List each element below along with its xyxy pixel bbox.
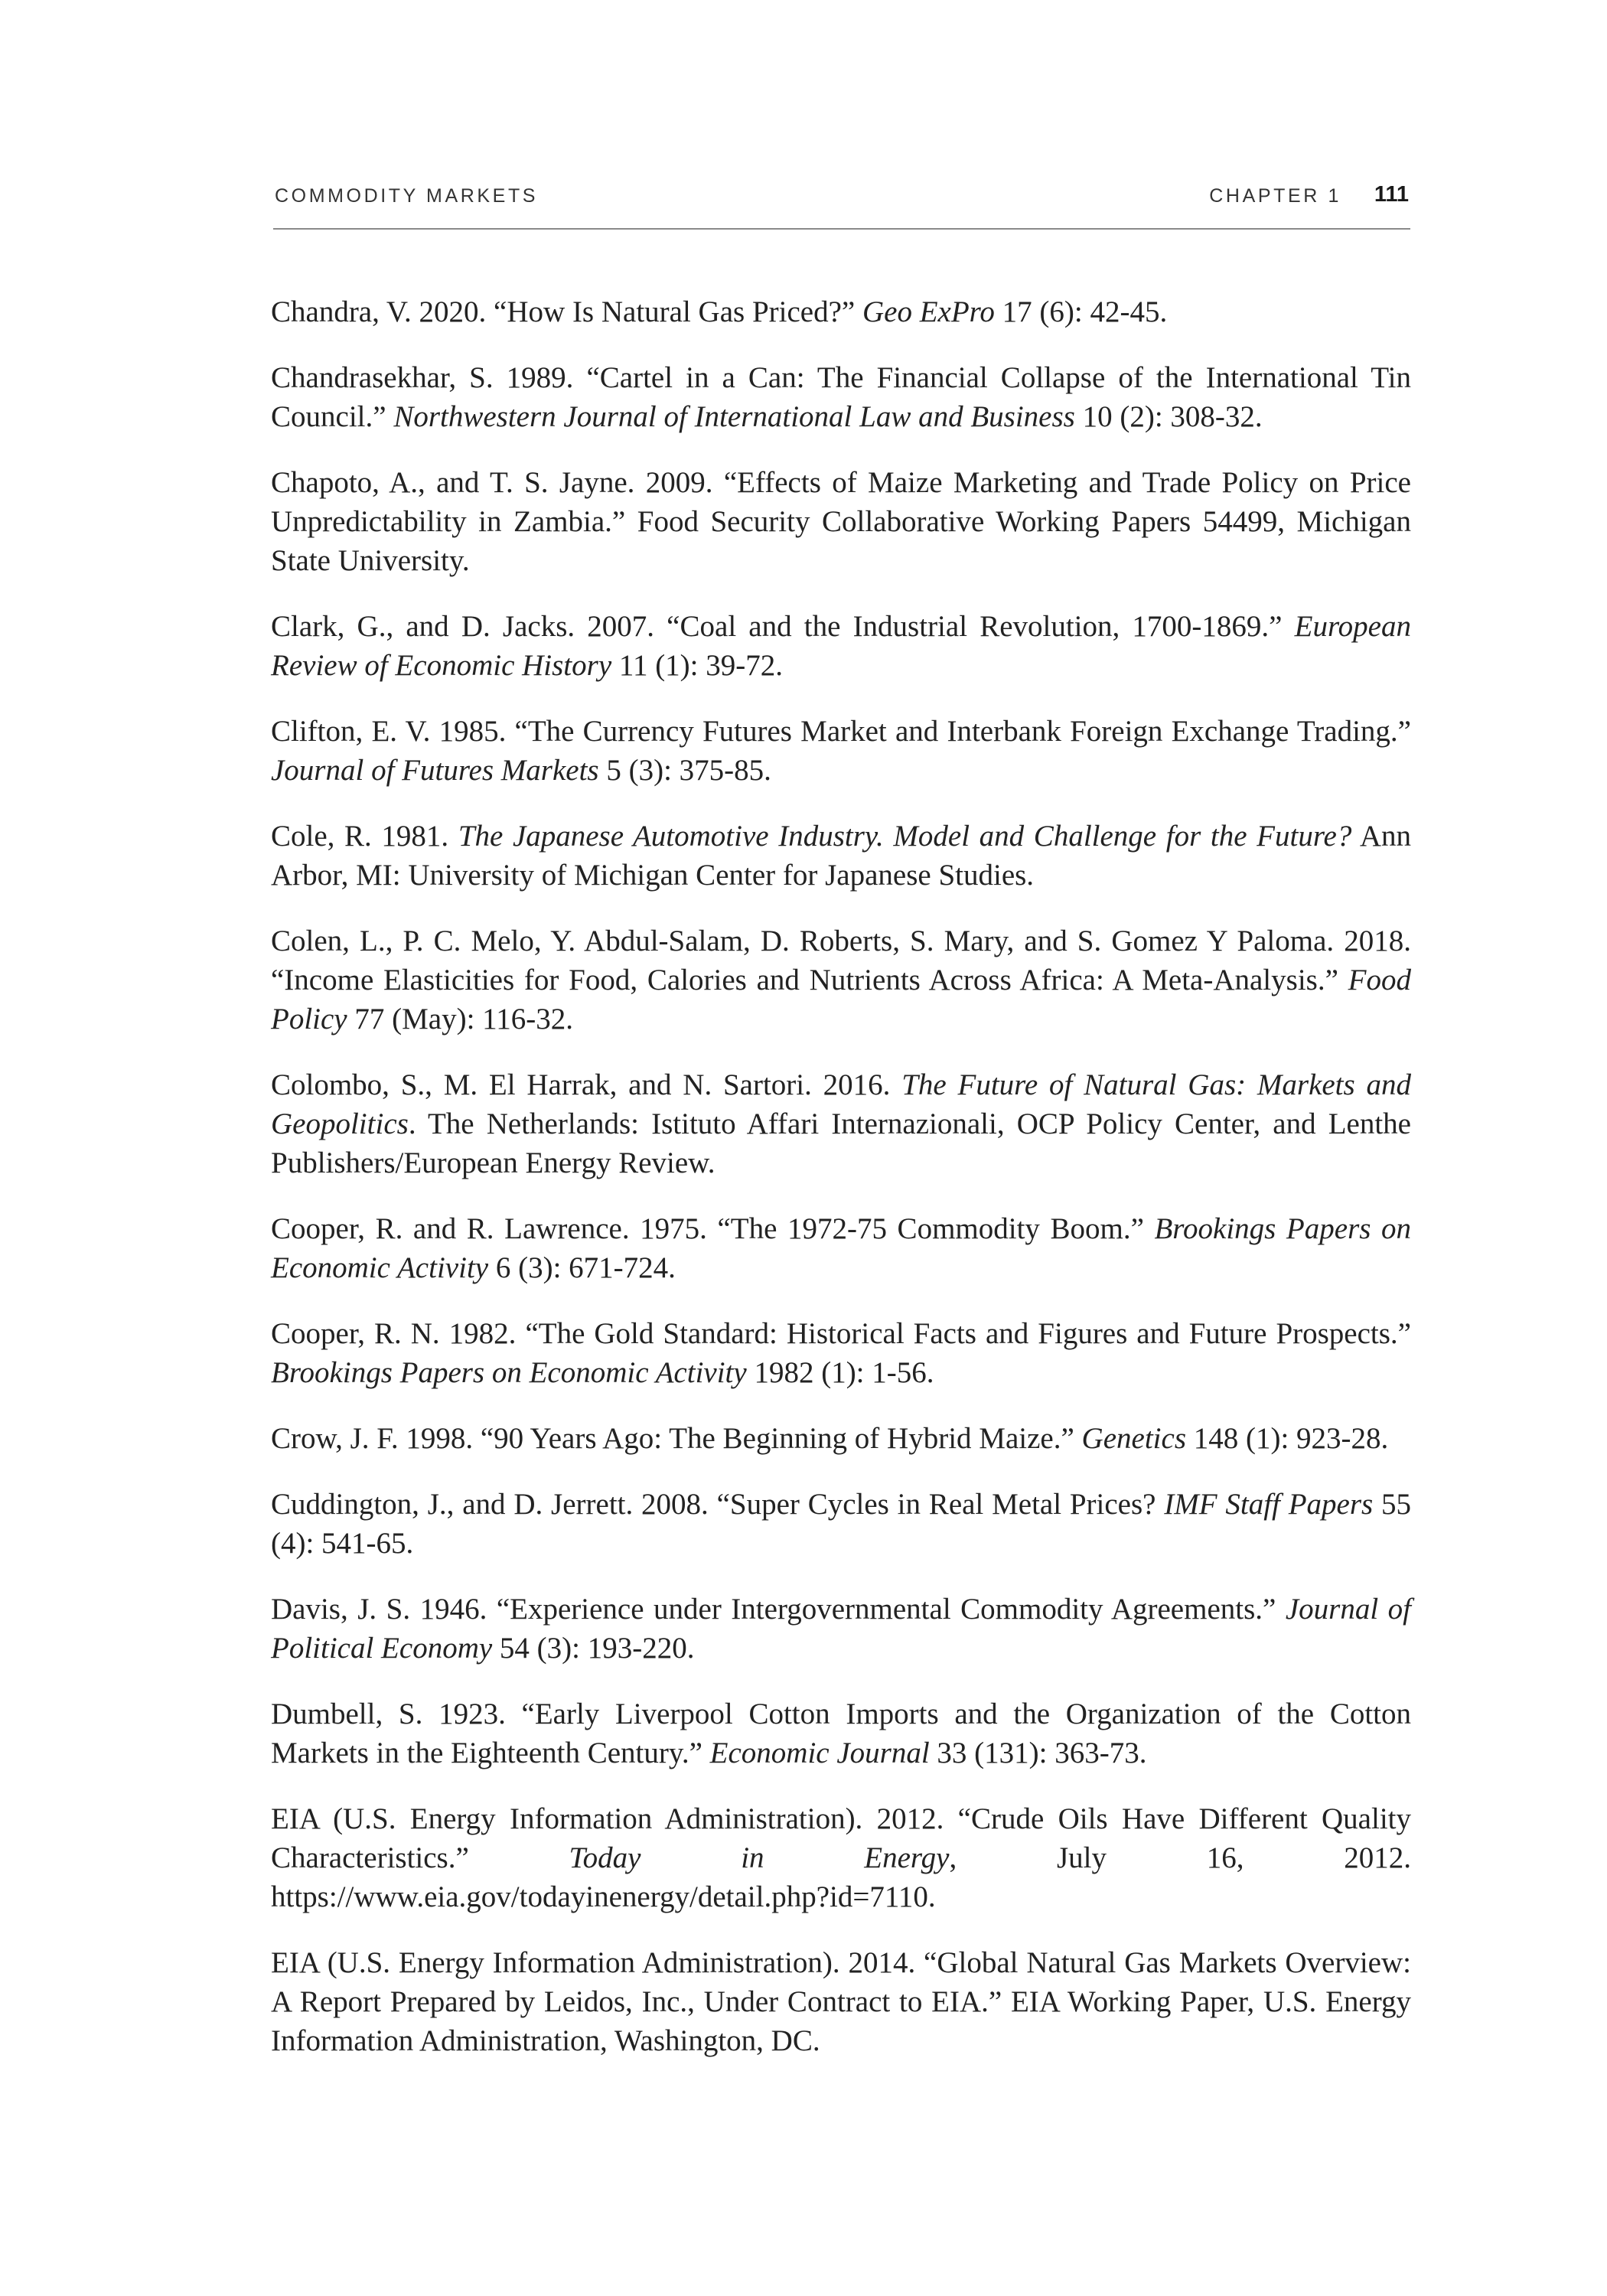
reference-text: 6 (3): 671-724. (488, 1251, 676, 1284)
reference-entry (271, 1694, 1411, 1773)
reference-text: Chapoto, A., and T. S. Jayne. 2009. “Effects of Maize Marketing and Trade Policy on Price Unpredictability in Zambia.” Food Security Collaborative Working Papers 54499, Michigan State University. (271, 466, 1411, 577)
reference-source-title: Brookings Papers on Economic Activity (271, 1212, 1411, 1284)
reference-entry (271, 1943, 1411, 2060)
reference-source-title: Food Policy (271, 964, 1411, 1035)
running-title: COMMODITY MARKETS (275, 185, 539, 207)
reference-text: 11 (1): 39-72. (611, 649, 783, 682)
reference-text: EIA (U.S. Energy Information Administration). 2012. “Crude Oils Have Different Quality Characteristics.” (271, 1802, 1411, 1874)
chapter-label: CHAPTER 1 (1209, 185, 1341, 207)
reference-source-title: The Future of Natural Gas: Markets and Geopolitics (271, 1068, 1411, 1140)
reference-entry (271, 1485, 1411, 1563)
reference-source-title: Genetics (1081, 1422, 1186, 1455)
reference-text: Dumbell, S. 1923. “Early Liverpool Cotton Imports and the Organization of the Cotton Markets in the Eighteenth Century.” (271, 1698, 1411, 1769)
reference-source-title: IMF Staff Papers (1164, 1488, 1374, 1521)
reference-text: 54 (3): 193-220. (492, 1632, 695, 1665)
reference-source-title: The Japanese Automotive Industry. Model and Challenge for the Future? (458, 820, 1352, 853)
reference-text: Davis, J. S. 1946. “Experience under Intergovernmental Commodity Agreements.” (271, 1593, 1286, 1626)
reference-text: Cuddington, J., and D. Jerrett. 2008. “Super Cycles in Real Metal Prices? (271, 1488, 1165, 1521)
reference-text: 1982 (1): 1-56. (746, 1356, 934, 1389)
reference-source-title: Today in Energy (569, 1841, 950, 1874)
reference-text: 77 (May): 116-32. (347, 1003, 573, 1035)
reference-text: Ann Arbor, MI: University of Michigan Center for Japanese Studies. (271, 820, 1411, 892)
reference-text: 148 (1): 923-28. (1186, 1422, 1389, 1455)
reference-text: 10 (2): 308-32. (1074, 400, 1263, 433)
reference-text: 55 (4): 541-65. (271, 1488, 1411, 1560)
reference-text: Colen, L., P. C. Melo, Y. Abdul-Salam, D. Roberts, S. Mary, and S. Gomez Y Paloma. 2018. “Income Elasticities for Food, Calories and Nutrients Across Africa: A Meta-Analysis.” (271, 925, 1411, 996)
reference-entry (271, 1419, 1411, 1458)
reference-entry (271, 1590, 1411, 1668)
reference-entry (271, 712, 1411, 790)
reference-list (271, 292, 1411, 2087)
reference-text: Colombo, S., M. El Harrak, and N. Sartori. 2016. (271, 1068, 902, 1101)
reference-text: Cole, R. 1981. (271, 820, 458, 853)
reference-text: Clifton, E. V. 1985. “The Currency Futures Market and Interbank Foreign Exchange Trading.” (271, 715, 1411, 748)
reference-source-title: European Review of Economic History (271, 610, 1411, 682)
reference-source-title: Northwestern Journal of International Law and Business (393, 400, 1075, 433)
reference-text: Cooper, R. N. 1982. “The Gold Standard: Historical Facts and Figures and Future Prospects.” (271, 1317, 1411, 1350)
reference-entry (271, 358, 1411, 436)
reference-entry (271, 463, 1411, 580)
reference-source-title: Journal of Futures Markets (271, 754, 599, 787)
reference-entry (271, 1314, 1411, 1392)
reference-text: . The Netherlands: Istituto Affari Internazionali, OCP Policy Center, and Lenthe Publishers/European Energy Review. (271, 1107, 1411, 1179)
reference-text: Chandra, V. 2020. “How Is Natural Gas Priced?” (271, 295, 862, 328)
reference-text: Clark, G., and D. Jacks. 2007. “Coal and the Industrial Revolution, 1700-1869.” (271, 610, 1295, 643)
reference-entry (271, 1799, 1411, 1916)
reference-text: 33 (131): 363-73. (929, 1737, 1147, 1769)
reference-entry (271, 1209, 1411, 1287)
reference-source-title: Economic Journal (709, 1737, 930, 1769)
reference-source-title: Geo ExPro (862, 295, 995, 328)
reference-entry (271, 1065, 1411, 1182)
running-header (273, 182, 1410, 230)
reference-entry (271, 921, 1411, 1039)
reference-entry (271, 607, 1411, 685)
page-number: 111 (1374, 182, 1409, 207)
reference-text: Crow, J. F. 1998. “90 Years Ago: The Beginning of Hybrid Maize.” (271, 1422, 1082, 1455)
reference-source-title: Journal of Political Economy (271, 1593, 1411, 1665)
reference-source-title: Brookings Papers on Economic Activity (271, 1356, 747, 1389)
reference-text: Chandrasekhar, S. 1989. “Cartel in a Can: The Financial Collapse of the International Tin Council.” (271, 361, 1411, 433)
reference-text: 17 (6): 42-45. (994, 295, 1168, 328)
reference-text: 5 (3): 375-85. (598, 754, 771, 787)
reference-entry (271, 817, 1411, 895)
reference-text: , July 16, 2012. https://www.eia.gov/todayinenergy/detail.php?id=7110. (271, 1841, 1411, 1913)
reference-text: EIA (U.S. Energy Information Administration). 2014. “Global Natural Gas Markets Overview: A Report Prepared by Leidos, Inc., Under Contract to EIA.” EIA Working Paper, U.S. Energy Information Administration, Washington, DC. (271, 1946, 1411, 2057)
reference-entry (271, 292, 1411, 331)
reference-text: Cooper, R. and R. Lawrence. 1975. “The 1972-75 Commodity Boom.” (271, 1212, 1155, 1245)
